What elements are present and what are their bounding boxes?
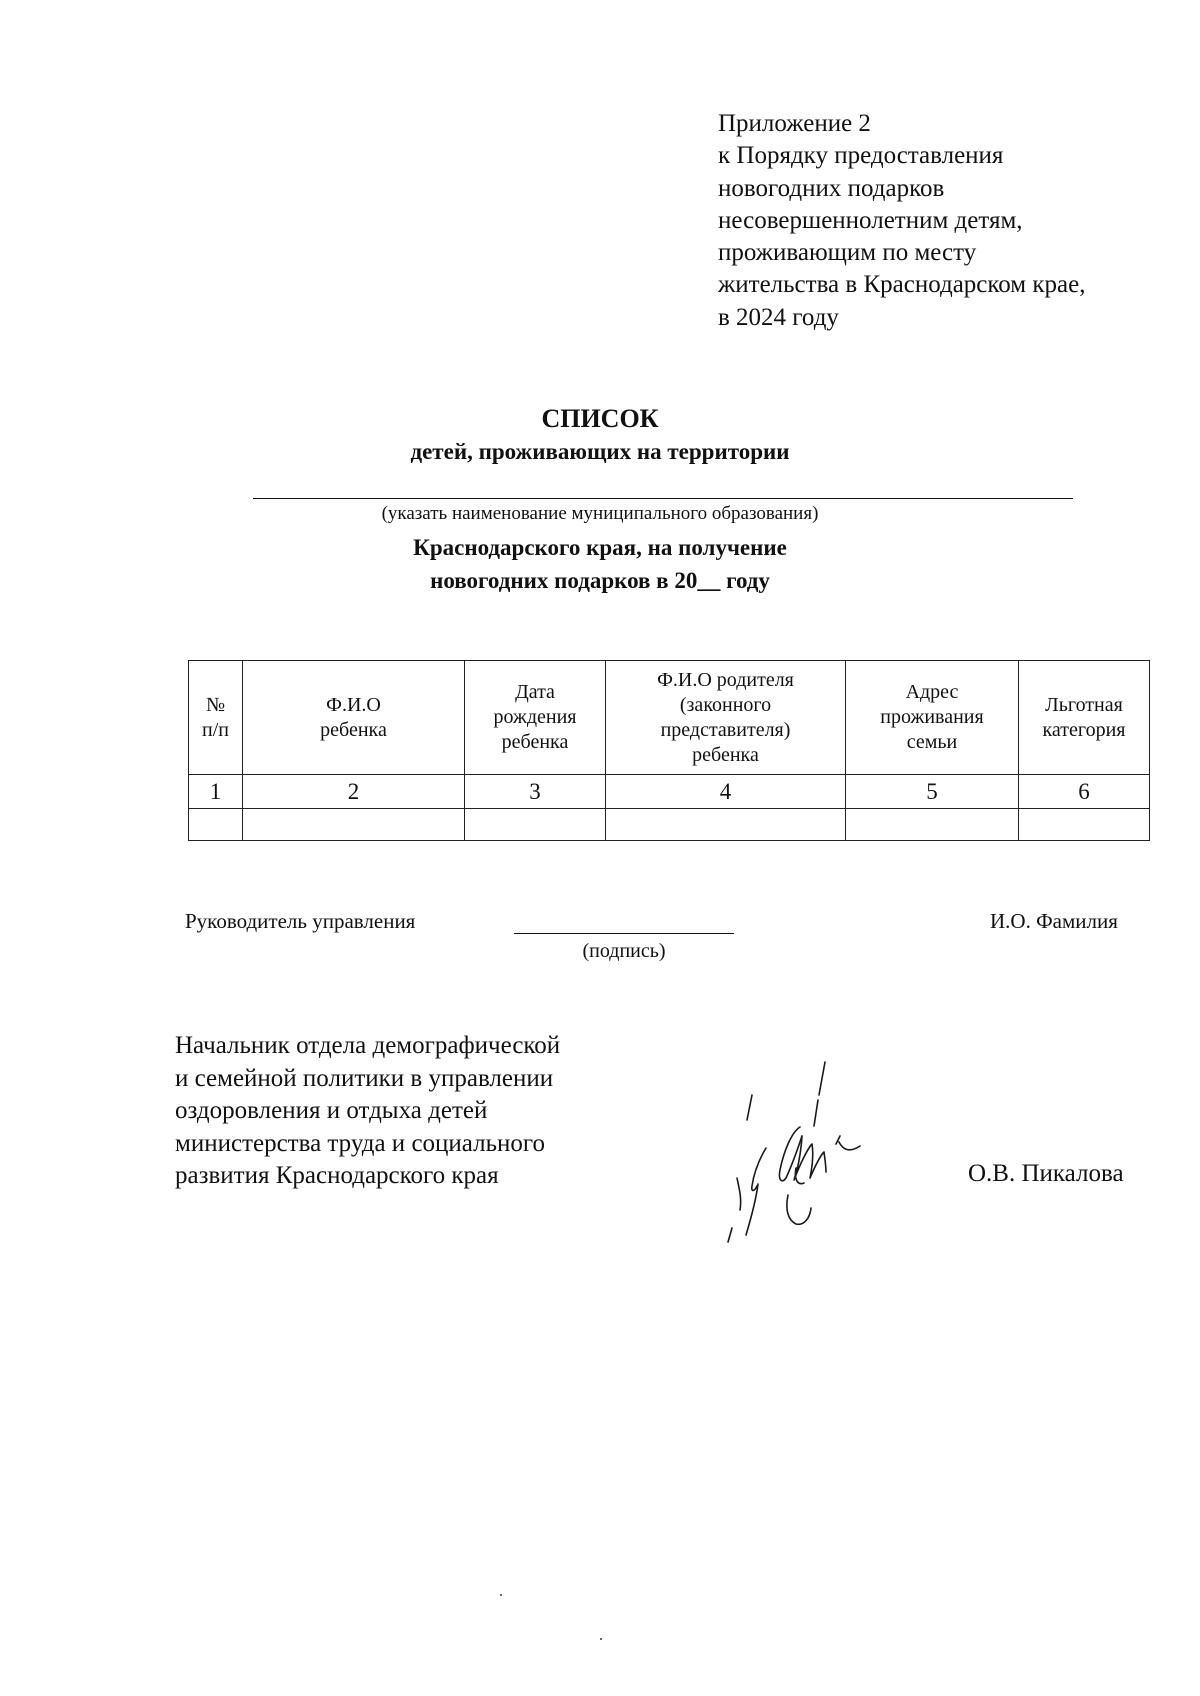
table-cell — [606, 809, 846, 841]
scan-speck — [600, 1638, 602, 1640]
document-title-line3: Краснодарского края, на получение — [413, 535, 787, 560]
header-text: Дата рождения ребенка — [493, 681, 577, 753]
table-header-row — [189, 661, 1150, 775]
municipality-hint: (указать наименование муниципального образования) — [381, 503, 819, 524]
document-subtitle: детей, проживающих на территории — [410, 439, 790, 464]
chief-name: О.В. Пикалова — [968, 1160, 1124, 1187]
scan-speck — [500, 1594, 502, 1596]
chief-title-line: Начальник отдела демографической — [175, 1032, 561, 1059]
municipality-blank-line — [253, 498, 1073, 499]
header-text: Ф.И.О ребенка — [320, 693, 387, 741]
header-cell-parent-name — [606, 661, 846, 775]
table-row-empty — [189, 809, 1150, 841]
table-cell — [243, 809, 465, 841]
chief-title-line: министерства труда и социального — [175, 1129, 545, 1157]
appendix-line: Приложение 2 — [718, 110, 871, 137]
appendix-line: несовершеннолетним детям, — [718, 206, 1023, 234]
signoff-name: И.О. Фамилия — [990, 909, 1118, 933]
table-cell: 1 — [189, 775, 243, 809]
table-cell: 5 — [846, 775, 1019, 809]
table-cell: 3 — [465, 775, 606, 809]
appendix-line: проживающим по месту — [718, 239, 977, 267]
appendix-line: жительства в Краснодарском крае, — [718, 271, 1086, 299]
chief-title-line: оздоровления и отдыха детей — [175, 1097, 488, 1125]
document-title-line4: новогодних подарков в 20__ году — [430, 568, 770, 593]
children-list-table — [188, 660, 1150, 841]
handwritten-signature — [722, 1060, 922, 1245]
header-text: № п/п — [202, 693, 229, 741]
signature-blank-line — [514, 933, 734, 934]
header-cell-birth-date — [465, 661, 606, 775]
table-cell — [1019, 809, 1150, 841]
appendix-line: новогодних подарков — [718, 174, 945, 202]
chief-title-line: и семейной политики в управлении — [175, 1064, 554, 1092]
header-cell-category — [1019, 661, 1150, 775]
appendix-line: к Порядку предоставления — [718, 142, 1004, 170]
table-cell: 4 — [606, 775, 846, 809]
appendix-block — [718, 108, 1178, 334]
chief-title-block — [175, 1030, 655, 1193]
table-cell: 6 — [1019, 775, 1150, 809]
appendix-line: в 2024 году — [718, 303, 839, 331]
header-text: Льготная категория — [1042, 693, 1126, 741]
chief-title-line: развития Краснодарского края — [175, 1162, 499, 1190]
table-cell: 2 — [243, 775, 465, 809]
document-title: СПИСОК — [541, 404, 659, 433]
header-cell-child-name — [243, 661, 465, 775]
table-cell — [189, 809, 243, 841]
header-cell-address — [846, 661, 1019, 775]
table-cell — [846, 809, 1019, 841]
signoff-role: Руководитель управления — [185, 909, 416, 933]
header-cell-number — [189, 661, 243, 775]
table-cell — [465, 809, 606, 841]
header-text: Адрес проживания семьи — [880, 681, 984, 753]
table-row-column-numbers — [189, 775, 1150, 809]
header-text: Ф.И.О родителя (законного представителя) ребенка — [657, 668, 794, 766]
signature-caption: (подпись) — [582, 940, 666, 962]
